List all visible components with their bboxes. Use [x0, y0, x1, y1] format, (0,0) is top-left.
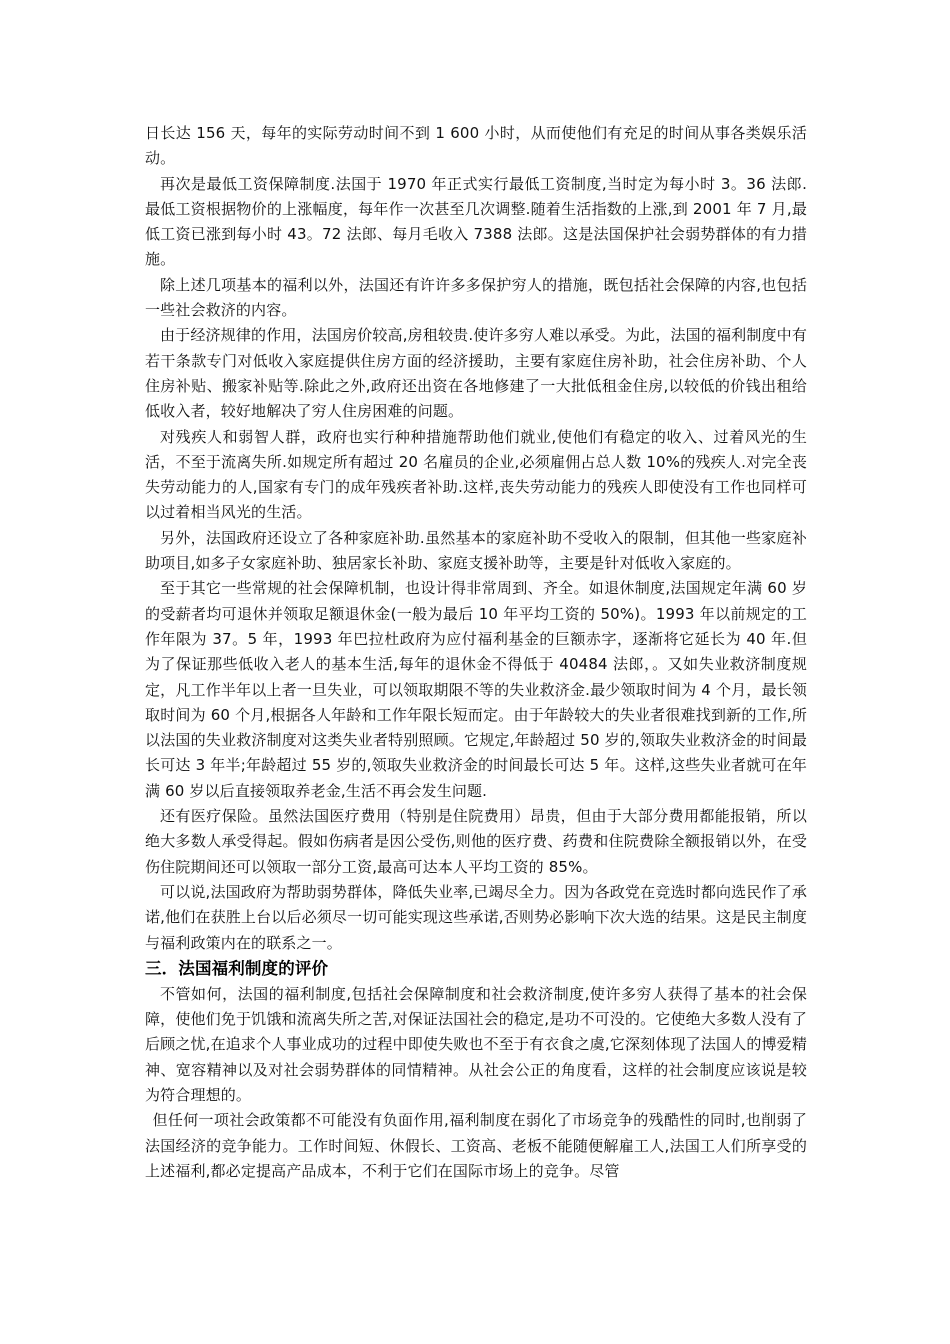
paragraph: 对残疾人和弱智人群，政府也实行种种措施帮助他们就业,使他们有稳定的收入、过着风光的生活，不至于流离失所.如规定所有超过 20 名雇员的企业,必须雇佣占总人数 10%的残疾人.对完全丧失劳动能力的人,国家有专门的成年残疾者补助.这样,丧失劳动能力的残疾人即使没有工作也同样可以过着相当风光的生活。 — [145, 427, 807, 522]
paragraph: 日长达 156 天，每年的实际劳动时间不到 1 600 小时，从而使他们有充足的时间从事各类娱乐活动。 — [145, 124, 807, 168]
paragraph: 可以说,法国政府为帮助弱势群体，降低失业率,已竭尽全力。因为各政党在竞选时都向选民作了承诺,他们在获胜上台以后必须尽一切可能实现这些承诺,否则势必影响下次大选的结果。这是民主制度与福利政策内在的联系之一。 — [145, 882, 807, 952]
paragraph: 不管如何，法国的福利制度,包括社会保障制度和社会救济制度,使许多穷人获得了基本的社会保障，使他们免于饥饿和流离失所之苦,对保证法国社会的稳定,是功不可没的。它使绝大多数人没有了后顾之忧,在追求个人事业成功的过程中即使失败也不至于有衣食之虞,它深刻体现了法国人的博爱精神、宽容精神以及对社会弱势群体的同情精神。从社会公正的角度看，这样的社会制度应该说是较为符合理想的。 — [145, 984, 807, 1104]
paragraph: 至于其它一些常规的社会保障机制，也设计得非常周到、齐全。如退休制度,法国规定年满 60 岁的受薪者均可退休并领取足额退休金(一般为最后 10 年平均工资的 50%)。1993 年以前规定的工作年限为 37。5 年，1993 年巴拉杜政府为应付福利基金的巨额赤字，逐渐将它延长为 40 年.但为了保证那些低收入老人的基本生活,每年的退休金不得低于 40484 法郎，。又如失业救济制度规定，凡工作半年以上者一旦失业，可以领取期限不等的失业救济金.最少领取时间为 4 个月，最长领取时间为 60 个月,根据各人年龄和工作年限长短而定。由于年龄较大的失业者很难找到新的工作,所以法国的失业救济制度对这类失业者特别照顾。它规定,年龄超过 50 岁的,领取失业救济金的时间最长可达 3 年半;年龄超过 55 岁的,领取失业救济金的时间最长可达 5 年。这样,这些失业者就可在年满 60 岁以后直接领取养老金,生活不再会发生问题. — [145, 579, 807, 800]
paragraph: 但任何一项社会政策都不可能没有负面作用,福利制度在弱化了市场竞争的残酷性的同时,也削弱了法国经济的竞争能力。工作时间短、休假长、工资高、老板不能随便解雇工人,法国工人们所享受的上述福利,都必定提高产品成本，不利于它们在国际市场上的竞争。尽管 — [145, 1111, 807, 1180]
section-heading: 三．法国福利制度的评价 — [145, 958, 329, 978]
paragraph: 另外，法国政府还设立了各种家庭补助.虽然基本的家庭补助不受收入的限制，但其他一些家庭补助项目,如多子女家庭补助、独居家长补助、家庭支援补助等，主要是针对低收入家庭的。 — [145, 528, 807, 573]
document-body — [145, 121, 807, 1184]
paragraph: 还有医疗保险。虽然法国医疗费用（特别是住院费用）昂贵，但由于大部分费用都能报销，所以绝大多数人承受得起。假如伤病者是因公受伤,则他的医疗费、药费和住院费除全额报销以外，在受伤住院期间还可以领取一部分工资,最高可达本人平均工资的 85%。 — [145, 807, 807, 876]
paragraph: 再次是最低工资保障制度.法国于 1970 年正式实行最低工资制度,当时定为每小时 3。36 法郎.最低工资根据物价的上涨幅度，每年作一次甚至几次调整.随着生活指数的上涨,到 2001 年 7 月,最低工资已涨到每小时 43。72 法郎、每月毛收入 7388 法郎。这是法国保护社会弱势群体的有力措施。 — [145, 174, 807, 269]
paragraph: 除上述几项基本的福利以外，法国还有许许多多保护穷人的措施，既包括社会保障的内容,也包括一些社会救济的内容。 — [145, 275, 807, 320]
paragraph: 由于经济规律的作用，法国房价较高,房租较贵.使许多穷人难以承受。为此，法国的福利制度中有若干条款专门对低收入家庭提供住房方面的经济援助，主要有家庭住房补助，社会住房补助、个人住房补贴、搬家补贴等.除此之外,政府还出资在各地修建了一大批低租金住房,以较低的价钱出租给低收入者，较好地解决了穷人住房困难的问题。 — [145, 326, 807, 421]
